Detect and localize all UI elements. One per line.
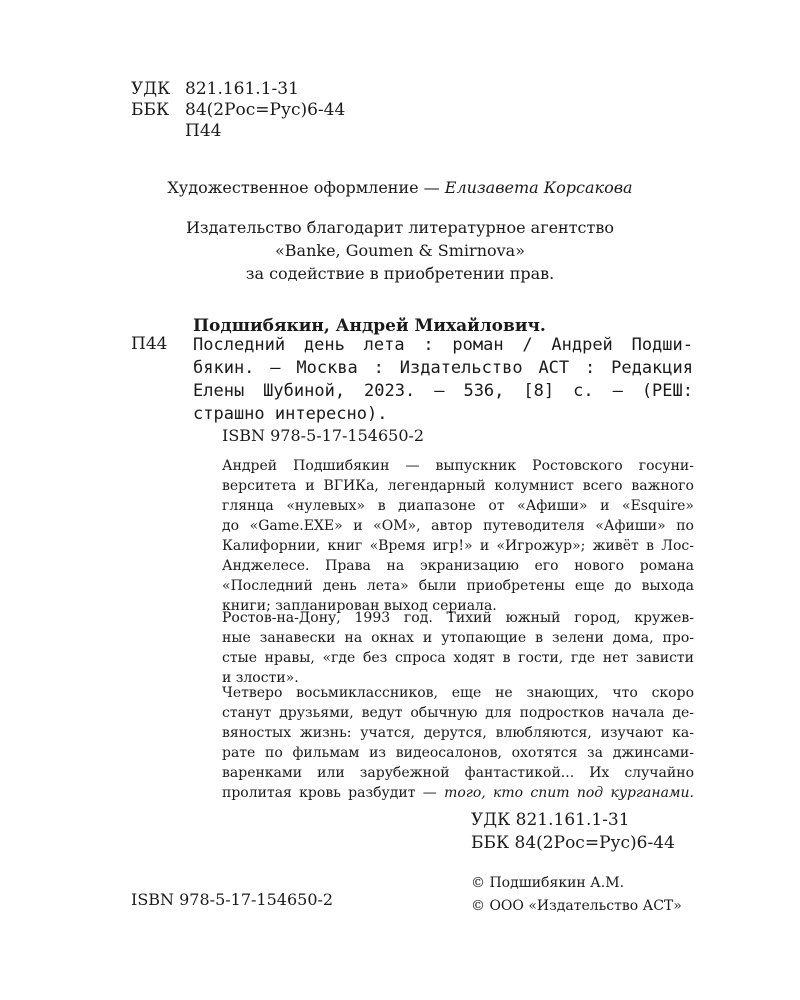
catalog-isbn: ISBN 978-5-17-154650-2 (222, 426, 425, 445)
annotation-line: ные занавески на окнах и утопающие в зелени дома, про- (222, 630, 694, 646)
annotation-line: варенками или зарубежной фантастикой... Их случайно (222, 765, 694, 781)
annotation-bio (222, 456, 694, 616)
annotation-last-prefix: пролитая кровь разбудит — (222, 785, 445, 801)
bottom-bbk: ББК 84(2Рос=Рус)6-44 (471, 833, 675, 853)
art-design-credit (0, 178, 800, 197)
annotation-line: книги; запланирован выход сериала. (222, 598, 497, 614)
annotation-line-last (222, 783, 694, 803)
annotation-line: верситета и ВГИКа, легендарный колумнист всего важного (222, 478, 694, 494)
catalog-entry: Последний день лета : роман / Андрей Подши-бякин. — Москва : Издательство АСТ : Редакция Елены Шубиной, 2023. — 536, [8] с. — (РЕШ: страшно интересно). (193, 335, 693, 424)
udk-label: УДК (131, 79, 171, 99)
author-sign: П44 (185, 121, 222, 141)
bottom-classification (471, 809, 675, 855)
annotation-line: до «Game.EXE» и «ОМ», автор путеводителя «Афиши» по (222, 518, 694, 534)
annotation-plot-1 (222, 608, 694, 688)
acknowledgment-line-1: Издательство благодарит литературное агентство (185, 218, 615, 237)
annotation-line: стые нравы, «где без спроса ходят в гости, где нет зависти (222, 650, 694, 666)
catalog-code: П44 (131, 334, 168, 354)
bbk-label: ББК (131, 100, 170, 120)
copyright-block (471, 872, 682, 918)
annotation-plot-2 (222, 683, 694, 803)
bbk-line (131, 100, 345, 121)
acknowledgment-line-2: «Banke, Goumen & Smirnova» (274, 241, 525, 260)
bbk-value: 84(2Рос=Рус)6-44 (185, 100, 346, 120)
classification-block (131, 79, 345, 142)
art-design-artist: Елизавета Корсакова (444, 178, 633, 197)
copyright-author: © Подшибякин А.М. (471, 875, 625, 891)
annotation-line: станут друзьями, ведут обычную для подростков начала де- (222, 705, 694, 721)
acknowledgment-line-3: за содействие в приобретении прав. (245, 264, 555, 283)
copyright-publisher: © ООО «Издательство АСТ» (471, 898, 682, 914)
annotation-line: «Последний день лета» были приобретены еще до выхода (222, 578, 694, 594)
udk-line (131, 79, 345, 100)
annotation-line: и злости». (222, 670, 299, 686)
annotation-line: Ростов-на-Дону, 1993 год. Тихий южный город, кружев- (222, 610, 694, 626)
annotation-line: рате по фильмам из видеосалонов, охотятся за джинсами- (222, 745, 694, 761)
annotation-last-italic: того, кто спит под курганами. (444, 785, 694, 801)
annotation-line: Андрей Подшибякин — выпускник Ростовского госуни- (222, 458, 694, 474)
art-design-prefix: Художественное оформление — (167, 178, 445, 197)
annotation-line: Калифорнии, книг «Время игр!» и «Игрожур»; живёт в Лос- (222, 538, 694, 554)
annotation-line: Анджелесе. Права на экранизацию его нового романа (222, 558, 694, 574)
catalog-author-heading: Подшибякин, Андрей Михайлович. (193, 316, 546, 336)
bottom-udk: УДК 821.161.1-31 (471, 810, 630, 830)
annotation-line: вяностых жизнь: учатся, дерутся, влюбляются, изучают ка- (222, 725, 694, 741)
annotation-line: Четверо восьмиклассников, еще не знающих, что скоро (222, 685, 694, 701)
annotation-line: глянца «нулевых» в диапазоне от «Афиши» и «Esquire» (222, 498, 694, 514)
bottom-isbn: ISBN 978-5-17-154650-2 (131, 890, 334, 909)
udk-value: 821.161.1-31 (185, 79, 299, 99)
acknowledgment (0, 216, 800, 285)
